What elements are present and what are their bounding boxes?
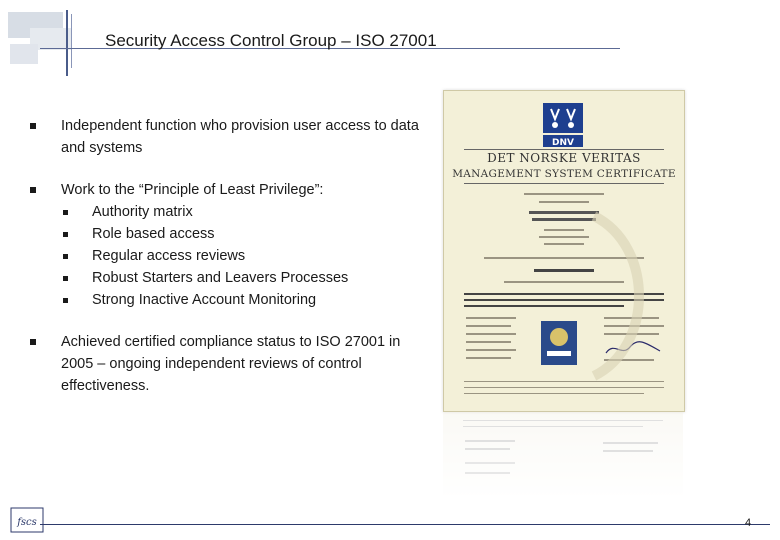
bullet-text: Achieved certified compliance status to ISO 27001 in 2005 – ongoing independent reviews of control effectiveness. — [61, 334, 401, 394]
sub-bullet-text: Regular access reviews — [92, 248, 246, 264]
header-decoration-block — [10, 44, 38, 64]
bullet-square-icon — [63, 210, 68, 215]
bullet-square-icon — [63, 276, 68, 281]
certificate-doc-title: MANAGEMENT SYSTEM CERTIFICATE — [452, 168, 676, 180]
header-vertical-rule — [71, 14, 72, 68]
sub-bullet-item — [61, 289, 430, 311]
bullet-square-icon — [30, 339, 36, 345]
bullet-square-icon — [63, 254, 68, 259]
bullet-square-icon — [30, 187, 36, 193]
svg-text:DNV: DNV — [552, 138, 574, 148]
bullet-item — [30, 115, 430, 159]
bullet-list — [30, 115, 430, 397]
dnv-logo-icon — [539, 101, 587, 151]
bullet-text: Independent function who provision user access to data and systems — [61, 118, 419, 156]
header-vertical-rule — [66, 10, 68, 76]
ukas-accreditation-icon — [539, 319, 579, 367]
certificate-fine-print — [466, 349, 516, 351]
certificate-fine-print — [466, 341, 511, 343]
certificate-fine-print — [464, 387, 664, 388]
bullet-item — [30, 179, 430, 311]
certificate-fine-print — [464, 393, 644, 394]
certificate-fine-print — [466, 357, 511, 359]
bullet-square-icon — [63, 298, 68, 303]
bullet-square-icon — [30, 123, 36, 129]
certificate-fine-print — [539, 236, 589, 238]
bullet-text: Work to the “Principle of Least Privilege”: — [61, 182, 324, 198]
certificate-reflection — [443, 412, 683, 497]
certificate-fine-print — [544, 229, 584, 231]
certificate-watermark-icon — [584, 206, 664, 386]
sub-bullet-text: Strong Inactive Account Monitoring — [92, 292, 317, 308]
fscs-logo-icon — [10, 507, 44, 533]
certificate-fine-print — [466, 333, 516, 335]
bullet-item — [30, 331, 430, 397]
certificate-rule — [464, 183, 664, 184]
sub-bullet-item — [61, 223, 430, 245]
sub-bullet-item — [61, 245, 430, 267]
certificate-fine-print — [539, 201, 589, 203]
sub-bullet-item — [61, 267, 430, 289]
page-number: 4 — [745, 517, 752, 529]
sub-bullet-text: Role based access — [92, 226, 215, 242]
footer-rule — [40, 524, 770, 525]
sub-bullet-list — [61, 201, 430, 311]
certificate-fine-print — [524, 193, 604, 195]
certificate-fine-print — [544, 243, 584, 245]
certificate-fine-print — [466, 325, 511, 327]
certificate-rule — [464, 149, 664, 150]
slide-title: Security Access Control Group – ISO 27001 — [105, 31, 437, 50]
certificate-org-name: DET NORSKE VERITAS — [487, 151, 641, 165]
sub-bullet-text: Robust Starters and Leavers Processes — [92, 270, 349, 286]
iso-certificate-image — [443, 90, 685, 412]
bullet-square-icon — [63, 232, 68, 237]
svg-text:fscs: fscs — [17, 517, 37, 528]
sub-bullet-text: Authority matrix — [92, 204, 193, 220]
sub-bullet-item — [61, 201, 430, 223]
certificate-fine-print — [466, 317, 516, 319]
